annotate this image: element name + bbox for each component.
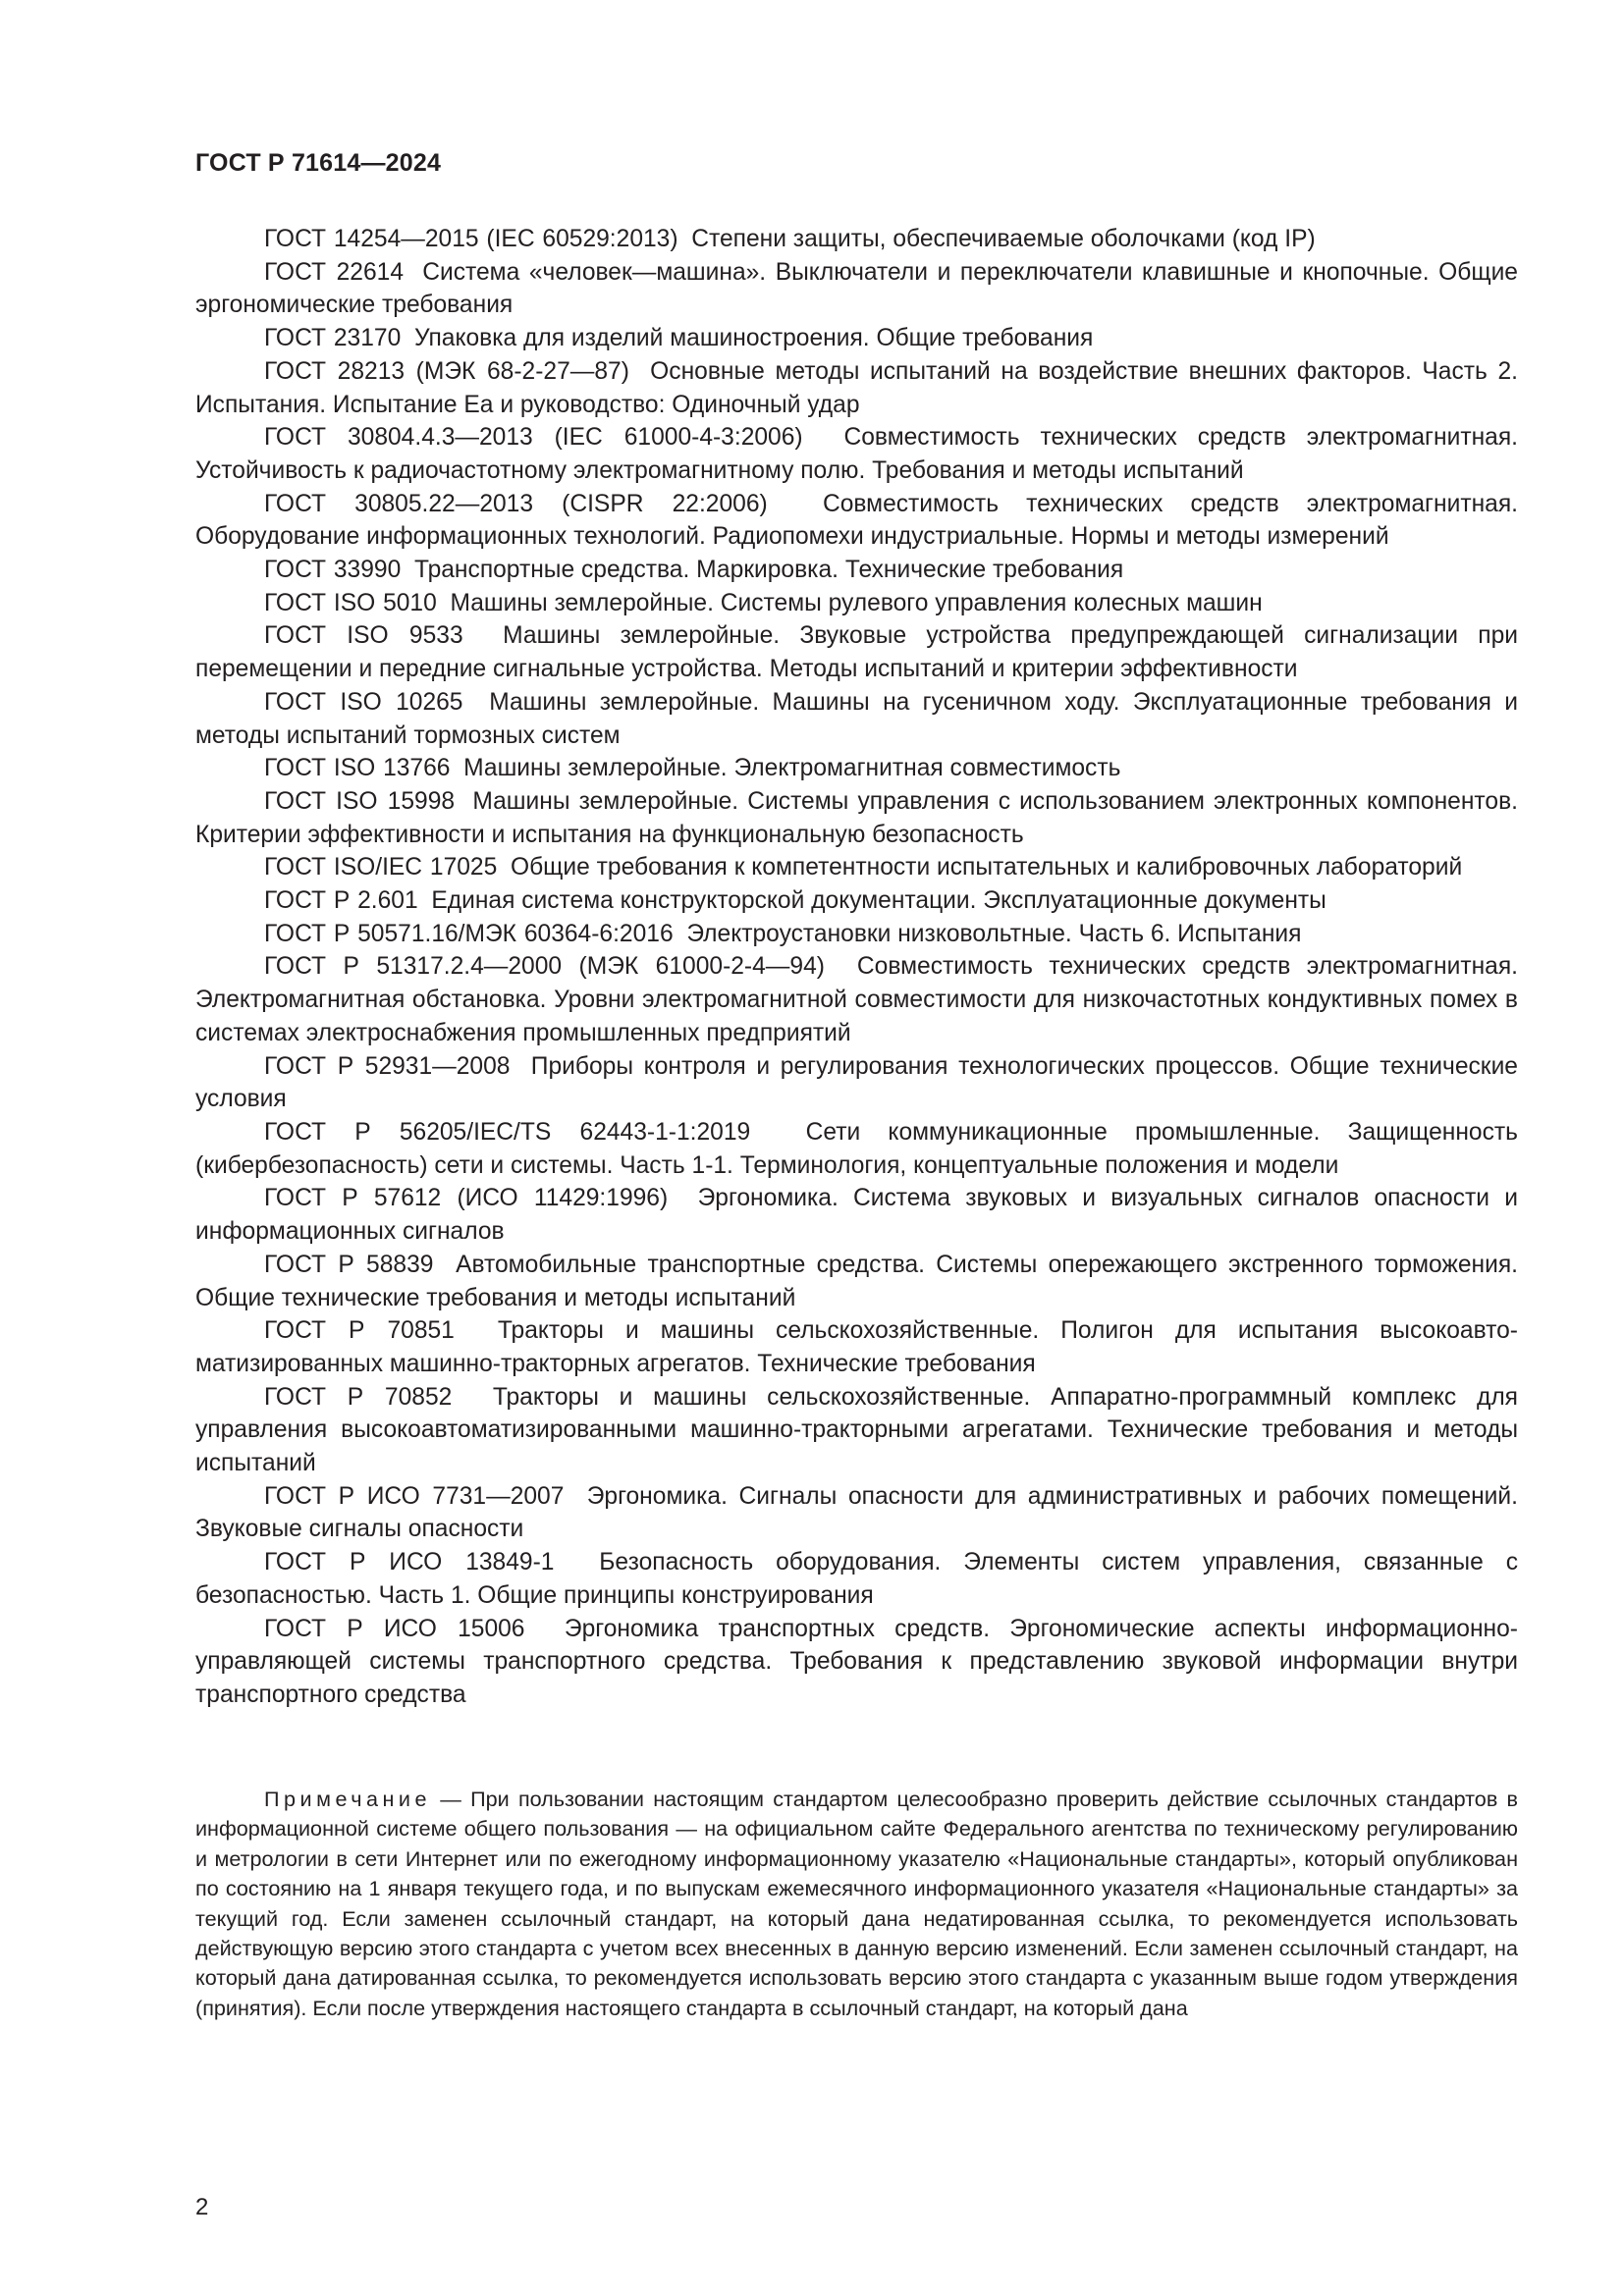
- reference-title: Сети коммуникационные промышленные. Защищенность (кибербезопасность) сети и системы. Часть 1-1. Терминология, концептуальные положения и модели: [195, 1118, 1518, 1179]
- reference-title: Безопасность оборудования. Элементы систем управления, связанные с безопасностью. Часть 1. Общие принципы конструирования: [195, 1549, 1518, 1609]
- reference-code: ГОСТ Р 57612 (ИСО 11429:1996): [264, 1185, 669, 1212]
- reference-title: Автомобильные транспортные средства. Системы опережающего экстренного торможения. Общие технические требования и методы испытаний: [195, 1251, 1518, 1311]
- reference-item: [195, 421, 1518, 487]
- reference-code: ГОСТ 23170: [264, 325, 402, 352]
- reference-item: [195, 322, 1518, 355]
- reference-code: ГОСТ 30804.4.3—2013 (IEC 61000-4-3:2006): [264, 424, 803, 452]
- reference-item: [195, 1314, 1518, 1380]
- reference-code: ГОСТ 22614: [264, 258, 405, 286]
- reference-title: Совместимость технических средств электромагнитная. Устойчивость к радиочастотному электромагнитному полю. Требования и методы испытаний: [195, 424, 1518, 484]
- reference-item: [195, 1381, 1518, 1480]
- reference-item: [195, 950, 1518, 1049]
- reference-item: [195, 1249, 1518, 1314]
- reference-code: ГОСТ ISO 9533: [264, 622, 463, 650]
- reference-code: ГОСТ Р 70852: [264, 1383, 453, 1411]
- reference-code: ГОСТ ISO 13766: [264, 755, 451, 782]
- reference-title: Машины землеройные. Звуковые устройства предупреждающей сигнализации при перемещении и передние сигнальные устройства. Методы испытаний и критерии эффективности: [195, 622, 1518, 683]
- reference-title: Машины землеройные. Электромагнитная совместимость: [463, 755, 1121, 782]
- reference-title: Единая система конструкторской документации. Эксплуатационные документы: [431, 887, 1326, 915]
- reference-code: ГОСТ Р 51317.2.4—2000 (МЭК 61000-2-4—94): [264, 953, 825, 981]
- reference-title: Приборы контроля и регулирования технологических процессов. Общие технические условия: [195, 1052, 1518, 1113]
- reference-title: Совместимость технических средств электромагнитная. Оборудование информационных технологий. Радиопомехи индустриальные. Нормы и методы измерений: [195, 490, 1519, 551]
- note-paragraph: [195, 1785, 1518, 2023]
- reference-item: [195, 355, 1518, 421]
- reference-code: ГОСТ ISO 15998: [264, 787, 456, 815]
- reference-title: Общие требования к компетентности испытательных и калибровочных лабораторий: [510, 854, 1463, 881]
- reference-code: ГОСТ Р ИСО 15006: [264, 1615, 525, 1642]
- reference-title: Транспортные средства. Маркировка. Технические требования: [413, 557, 1124, 584]
- reference-title: Эргономика транспортных средств. Эргономические аспекты информационно-управляющей системы транспортного средства. Требования к представлению звуковой информации внутри транспортного средства: [195, 1615, 1518, 1708]
- reference-item: [195, 918, 1518, 951]
- reference-code: ГОСТ Р 70851: [264, 1317, 455, 1345]
- reference-code: ГОСТ 30805.22—2013 (CISPR 22:2006): [264, 490, 768, 517]
- reference-title: Машины землеройные. Машины на гусеничном ходу. Эксплуатационные требования и методы испытаний тормозных систем: [195, 688, 1518, 749]
- reference-code: ГОСТ 14254—2015 (IEC 60529:2013): [264, 226, 678, 252]
- note-label: Примечание: [264, 1787, 431, 1811]
- reference-code: ГОСТ ISO 10265: [264, 688, 463, 716]
- reference-title: Тракторы и машины сельскохозяйственные. Полигон для испытания высокоавтоматизированных машинно-тракторных агрегатов. Технические требования: [195, 1317, 1518, 1377]
- reference-item: [195, 1182, 1518, 1248]
- reference-title: Машины землеройные. Системы управления с использованием электронных компонентов. Критерии эффективности и испытания на функциональную безопасность: [195, 787, 1518, 848]
- reference-code: ГОСТ 28213 (МЭК 68-2-27—87): [264, 357, 629, 385]
- reference-item: [195, 554, 1518, 587]
- reference-code: ГОСТ Р 58839: [264, 1251, 434, 1278]
- reference-code: ГОСТ Р 2.601: [264, 887, 418, 915]
- reference-item: [195, 752, 1518, 785]
- reference-code: ГОСТ ISO 5010: [264, 589, 437, 616]
- page-number: 2: [195, 2194, 209, 2220]
- reference-item: [195, 619, 1518, 685]
- reference-code: ГОСТ Р ИСО 13849-1: [264, 1549, 555, 1576]
- reference-item: [195, 488, 1518, 554]
- reference-title: Основные методы испытаний на воздействие внешних факторов. Часть 2. Испытания. Испытание Еа и руководство: Одиночный удар: [195, 357, 1518, 418]
- reference-item: [195, 1050, 1518, 1116]
- reference-title: Упаковка для изделий машиностроения. Общие требования: [413, 325, 1094, 352]
- reference-item: [195, 686, 1518, 752]
- reference-item: [195, 256, 1518, 322]
- reference-code: ГОСТ Р 56205/IEC/TS 62443-1-1:2019: [264, 1118, 751, 1146]
- reference-list: [195, 223, 1518, 1712]
- reference-item: [195, 1546, 1518, 1612]
- reference-code: ГОСТ ISO/IEC 17025: [264, 854, 498, 881]
- reference-title: Совместимость технических средств электромагнитная. Электромагнитная обстановка. Уровни электромагнитной совместимости для низкочастотных кондуктивных помех в системах электроснабжения промышленных предприятий: [195, 953, 1519, 1046]
- note-text: — При пользовании настоящим стандартом целесообразно проверить действие ссылочных стандартов в информационной системе общего пользования — на официальном сайте Федерального агентства по техническому регулированию и метрологии в сети Интернет или по ежегодному информационному указателю «Национальные стандарты», который опубликован по состоянию на 1 января текущего года, и по выпускам ежемесячного информационного указателя «Национальные стандарты» за текущий год. Если заменен ссылочный стандарт, на который дана недатированная ссылка, то рекомендуется использовать действующую версию этого стандарта с учетом всех внесенных в данную версию изменений. Если заменен ссылочный стандарт, на который дана датированная ссылка, то рекомендуется использовать версию этого стандарта с указанным выше годом утверждения (принятия). Если после утверждения настоящего стандарта в ссылочный стандарт, на который дана: [195, 1787, 1519, 2020]
- reference-title: Система «человек—машина». Выключатели и переключатели клавишные и кнопочные. Общие эргономические требования: [195, 258, 1518, 319]
- reference-item: [195, 1480, 1518, 1546]
- page-header: ГОСТ Р 71614—2024: [195, 149, 442, 177]
- reference-code: ГОСТ Р 52931—2008: [264, 1052, 511, 1080]
- reference-item: [195, 851, 1518, 884]
- reference-code: ГОСТ Р ИСО 7731—2007: [264, 1482, 565, 1510]
- reference-item: [195, 1613, 1518, 1712]
- reference-item: [195, 785, 1518, 851]
- reference-title: Эргономика. Система звуковых и визуальных сигналов опасности и информационных сигналов: [195, 1185, 1518, 1246]
- reference-title: Электроустановки низковольтные. Часть 6. Испытания: [686, 920, 1302, 947]
- reference-title: Тракторы и машины сельскохозяйственные. Аппаратно-программный комплекс для управления высокоавтоматизированными машинно-тракторными агрегатами. Технические требования и методы испытаний: [195, 1383, 1518, 1477]
- reference-item: [195, 1116, 1518, 1182]
- reference-code: ГОСТ 33990: [264, 557, 402, 584]
- reference-title: Эргономика. Сигналы опасности для административных и рабочих помещений. Звуковые сигналы опасности: [195, 1482, 1518, 1543]
- reference-item: [195, 587, 1518, 620]
- reference-item: [195, 884, 1518, 918]
- reference-title: Машины землеройные. Системы рулевого управления колесных машин: [450, 589, 1263, 616]
- reference-code: ГОСТ Р 50571.16/МЭК 60364-6:2016: [264, 920, 674, 947]
- reference-item: [195, 223, 1518, 256]
- reference-title: Степени защиты, обеспечиваемые оболочками (код IP): [691, 226, 1316, 252]
